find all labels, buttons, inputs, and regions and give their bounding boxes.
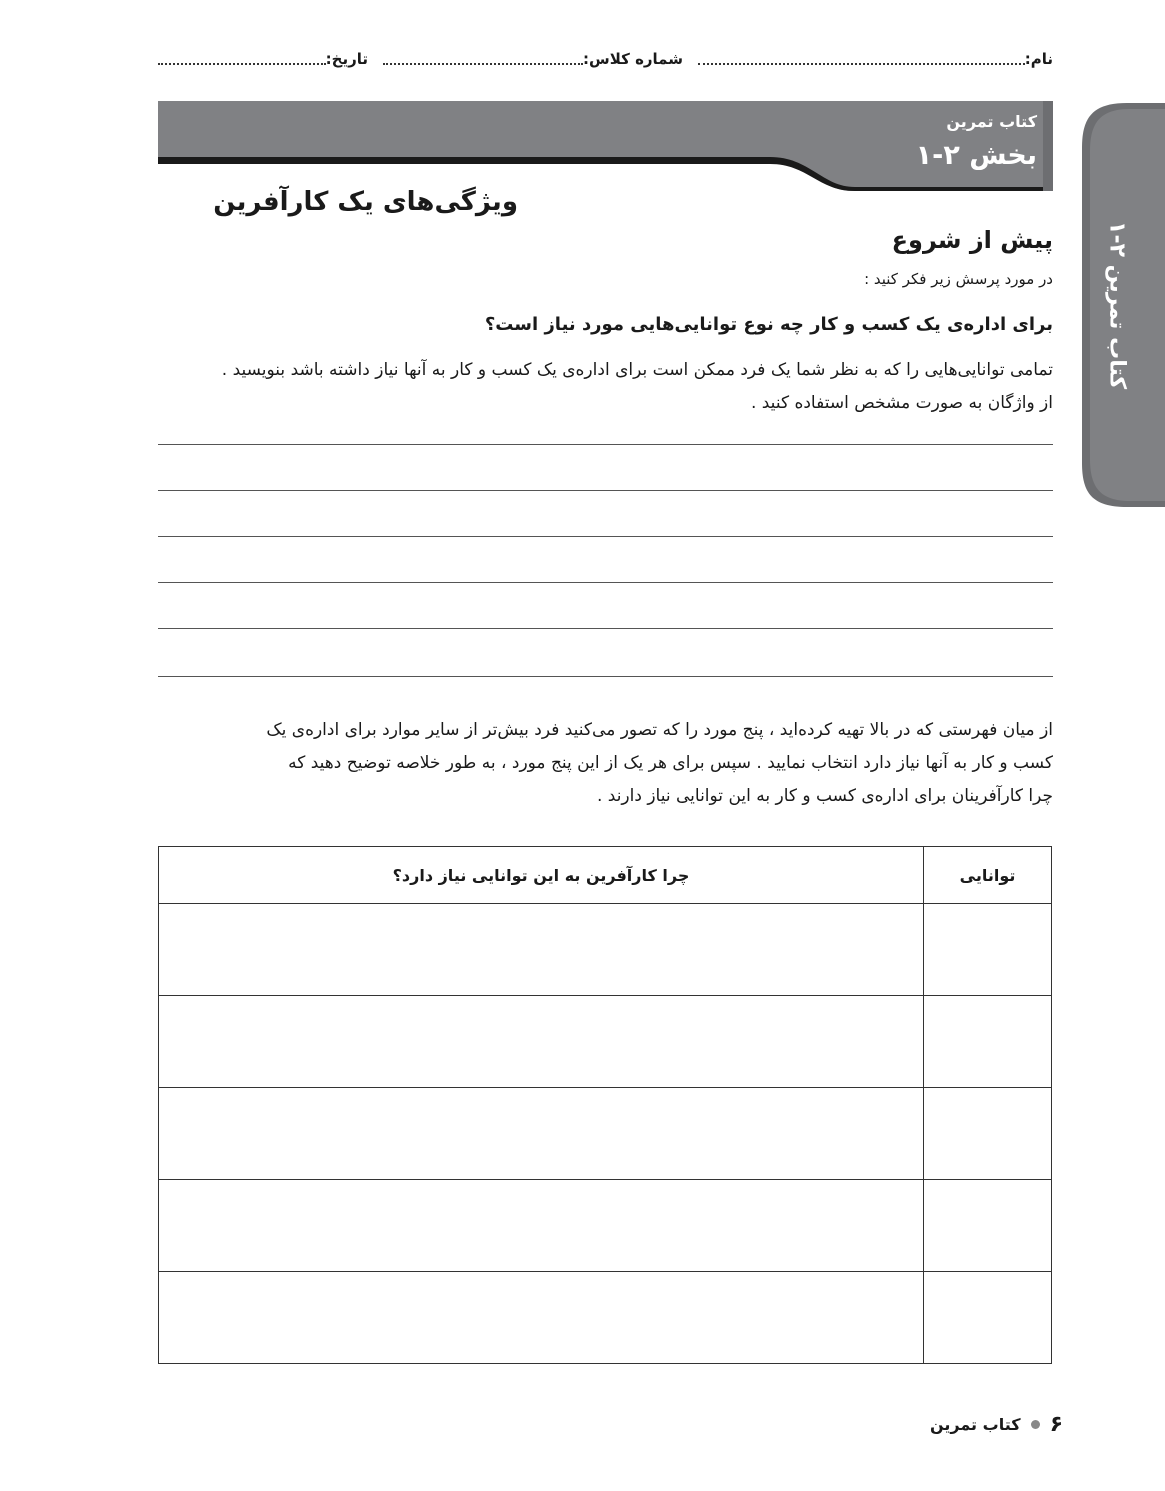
date-field[interactable] [158,44,368,74]
student-info-row [158,44,1053,74]
reason-cell[interactable] [159,996,924,1088]
footer-label: کتاب تمرین [929,1415,1021,1434]
reason-cell[interactable] [159,904,924,996]
table-row [159,904,1052,996]
answer-line[interactable] [158,444,1053,445]
section-question: برای اداره‌ی یک کسب و کار چه نوع توانایی‌هایی مورد نیاز است؟ [484,314,1053,335]
banner-subtitle: کتاب تمرین [946,112,1037,131]
bullet-icon [1031,1420,1040,1429]
date-label: تاریخ: [325,50,368,68]
abilities-table [158,846,1052,1364]
followup-line-2: کسب و کار به آنها نیاز دارد انتخاب نمایید . سپس برای هر یک از این پنج مورد ، به طور خلاصه توضیح دهید که [288,753,1053,773]
table-header-row [159,847,1052,904]
table-row [159,1088,1052,1180]
reason-cell[interactable] [159,1088,924,1180]
side-tab-label [1082,103,1152,507]
date-dotted-line [158,63,326,65]
table-row [159,996,1052,1088]
page-footer [930,1412,1063,1437]
banner-title: بخش ۲-۱ [915,140,1037,171]
section-intro: در مورد پرسش زیر فکر کنید : [864,270,1053,288]
page-number: ۶ [1049,1412,1063,1437]
answer-line[interactable] [158,628,1053,629]
page-title: ویژگی‌های یک کارآفرین [213,187,518,217]
table-row [159,1272,1052,1364]
reason-cell[interactable] [159,1272,924,1364]
answer-line[interactable] [158,676,1053,677]
class-number-dotted-line [383,63,583,65]
instruction-line-2: از واژگان به صورت مشخص استفاده کنید . [750,393,1053,413]
table-row [159,1180,1052,1272]
ability-cell[interactable] [924,1088,1052,1180]
name-label: نام: [1024,50,1053,68]
instruction-line-1: تمامی توانایی‌هایی را که به نظر شما یک فرد ممکن است برای اداره‌ی یک کسب و کار به آنها نیاز داشته باشد بنویسید . [221,360,1053,380]
reason-cell[interactable] [159,1180,924,1272]
ability-cell[interactable] [924,904,1052,996]
name-dotted-line [698,63,1025,65]
column-header-why: چرا کارآفرین به این توانایی نیاز دارد؟ [159,847,924,904]
ability-cell[interactable] [924,1180,1052,1272]
ability-cell[interactable] [924,1272,1052,1364]
answer-line[interactable] [158,536,1053,537]
ability-cell[interactable] [924,996,1052,1088]
answer-line[interactable] [158,490,1053,491]
section-heading: پیش از شروع [891,226,1053,254]
side-tab-text: کتاب تمرین ۲-۱ [1104,220,1130,390]
name-field[interactable] [698,44,1053,74]
followup-line-3: چرا کارآفرینان برای اداره‌ی کسب و کار به این توانایی نیاز دارند . [596,786,1053,806]
class-number-label: شماره کلاس: [583,50,683,68]
followup-line-1: از میان فهرستی که در بالا تهیه کرده‌اید ، پنج مورد را که تصور می‌کنید فرد بیش‌تر از سایر موارد برای اداره‌ی یک [266,720,1053,740]
answer-line[interactable] [158,582,1053,583]
class-number-field[interactable] [383,44,683,74]
column-header-ability: توانایی [924,847,1052,904]
